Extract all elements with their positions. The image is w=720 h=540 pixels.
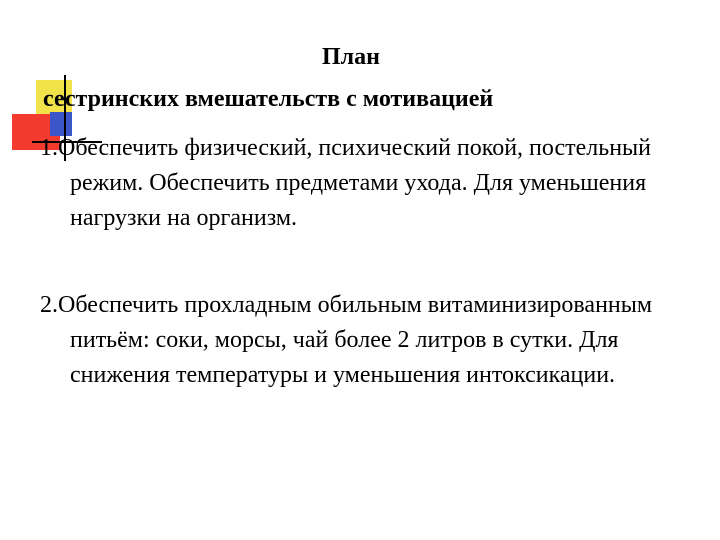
page-title-line-1: План: [322, 44, 380, 70]
page-title-line-2: сестринских вмешательств с мотивацией: [43, 86, 494, 112]
plan-item-2: 2.Обеспечить прохладным обильным витаминизированным питьём: соки, морсы, чай более 2 литров в сутки. Для снижения температуры и уменьшения интоксикации.: [40, 292, 653, 388]
plan-item-1: 1.Обеспечить физический, психический покой, постельный режим. Обеспечить предметами ухода. Для уменьшения нагрузки на организм.: [40, 135, 652, 231]
